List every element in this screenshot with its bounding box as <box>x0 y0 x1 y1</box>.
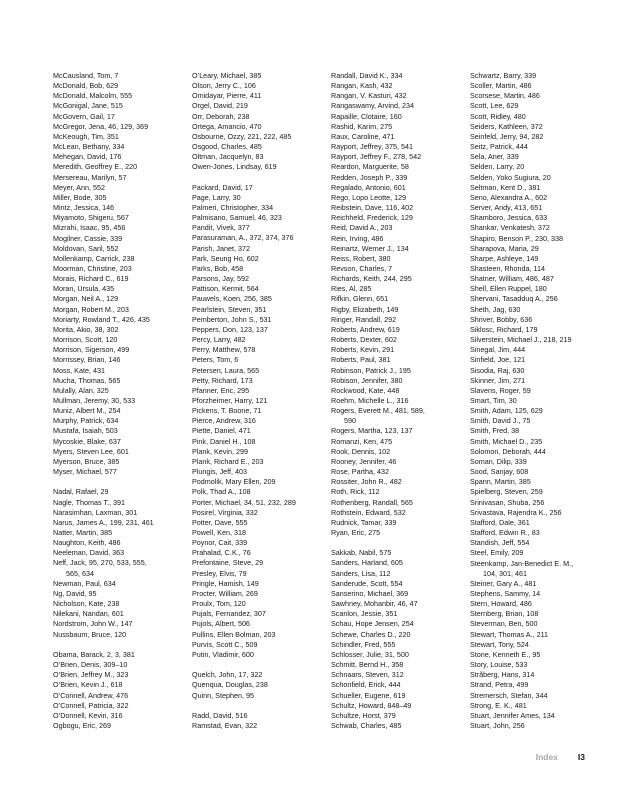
index-entry: Sanserino, Michael, 369 <box>331 588 409 598</box>
index-entry: Shamboro, Jessica, 633 <box>470 213 548 223</box>
index-entry: Oltman, Jacquelyn, 83 <box>192 152 264 162</box>
index-entry: Spielberg, Steven, 259 <box>470 487 543 497</box>
index-entry: Stafford, Dale, 361 <box>470 517 530 527</box>
index-entry: Srivastava, Rajendra K., 256 <box>470 507 562 517</box>
index-entry: Roberts, Paul, 381 <box>331 355 391 365</box>
index-entry: Pearlstein, Steven, 351 <box>192 304 267 314</box>
index-entry: Potter, Dave, 555 <box>192 517 248 527</box>
index-entry: Rose, Partha, 432 <box>331 467 389 477</box>
index-entry: Scorsese, Martin, 486 <box>470 91 540 101</box>
index-entry: Steel, Emily, 209 <box>470 548 524 558</box>
index-entry: Pringle, Hamish, 149 <box>192 578 259 588</box>
index-entry: Nussbaum, Bruce, 120 <box>53 629 127 639</box>
index-entry: O’Brien, Jeffrey M., 323 <box>53 670 129 680</box>
index-entry: Perry, Matthew, 578 <box>192 345 256 355</box>
index-entry: Shervani, Tasadduq A., 256 <box>470 294 558 304</box>
index-entry: Rangan, Kash, 432 <box>331 81 393 91</box>
index-entry: Schultz, Howard, 848–49 <box>331 700 412 710</box>
index-entry-continuation: 104, 301, 461 <box>483 568 527 578</box>
index-entry: Peppers, Don, 123, 137 <box>192 324 268 334</box>
index-entry: Shatner, William, 486, 487 <box>470 274 554 284</box>
index-entry: McKeough, Tim, 351 <box>53 131 119 141</box>
index-entry: Obama, Barack, 2, 3, 381 <box>53 649 135 659</box>
index-entry: Morrison, Sigerson, 499 <box>53 345 130 355</box>
index-entry: Sakkab, Nabil, 575 <box>331 548 392 558</box>
index-entry: Plank, Richard E., 203 <box>192 456 264 466</box>
index-entry: Peters, Tom, 6 <box>192 355 239 365</box>
index-entry: Sharpe, Ashleye, 149 <box>470 253 539 263</box>
index-entry: Stewart, Tony, 524 <box>470 639 529 649</box>
index-entry: Quinn, Stephen, 95 <box>192 690 254 700</box>
index-entry: McLean, Bethany, 334 <box>53 142 125 152</box>
index-entry: Sisodia, Raj, 630 <box>470 365 525 375</box>
index-entry: Parasuraman, A., 372, 374, 376 <box>192 233 294 243</box>
index-entry: Myser, Michael, 577 <box>53 467 117 477</box>
index-entry: Seltman, Kent D., 381 <box>470 182 541 192</box>
index-entry: Palmeri, Christopher, 334 <box>192 203 274 213</box>
index-entry: Rothstein, Edward, 532 <box>331 507 406 517</box>
index-entry: Roberts, Kevin, 291 <box>331 345 395 355</box>
index-entry: Silverstein, Michael J., 218, 219 <box>470 335 572 345</box>
index-entry: Myers, Steven Lee, 601 <box>53 446 129 456</box>
index-entry: Srinivasan, Shuba, 256 <box>470 497 545 507</box>
index-entry: Sternberg, Brian, 108 <box>470 609 539 619</box>
index-entry: Pforzheimer, Harry, 121 <box>192 395 268 405</box>
index-entry: Pattison, Kermit, 564 <box>192 284 259 294</box>
index-entry: Smith, Adam, 125, 629 <box>470 406 543 416</box>
index-entry: Plank, Kevin, 299 <box>192 446 248 456</box>
index-entry: Server, Andy, 413, 651 <box>470 203 543 213</box>
index-entry-continuation: 590 <box>344 416 356 426</box>
index-entry: Skinner, Jim, 271 <box>470 375 526 385</box>
index-entry: Morais, Richard C., 619 <box>53 274 129 284</box>
letter-group-gap <box>53 477 185 487</box>
index-entry: Reid, David A., 203 <box>331 223 393 233</box>
index-entry: McDonald, Bob, 629 <box>53 81 119 91</box>
index-entry: Pandit, Vivek, 377 <box>192 223 250 233</box>
index-entry: Story, Louise, 533 <box>470 660 528 670</box>
page-footer <box>536 752 585 762</box>
letter-group-gap <box>192 660 324 670</box>
index-entry: Selden, Yoko Sugiura, 20 <box>470 172 551 182</box>
index-entry: Shasteen, Rhonda, 114 <box>470 263 545 273</box>
index-entry: Redden, Joseph P., 339 <box>331 172 408 182</box>
index-entry: Rego, Lopo Leotte, 129 <box>331 192 407 202</box>
index-entry: Moran, Ursula, 435 <box>53 284 115 294</box>
index-entry: Sharapova, Maria, 29 <box>470 243 539 253</box>
index-entry: Narus, James A., 199, 231, 461 <box>53 517 154 527</box>
index-entry: Mehegan, David, 176 <box>53 152 122 162</box>
index-entry: Nordstrom, John W., 147 <box>53 619 133 629</box>
index-entry: Schwartz, Barry, 339 <box>470 71 537 80</box>
index-entry: Schultze, Horst, 379 <box>331 710 396 720</box>
index-entry: Sanders, Harland, 605 <box>331 558 403 568</box>
index-entry: Neeleman, David, 363 <box>53 548 125 558</box>
index-entry: Stewart, Thomas A., 211 <box>470 629 549 639</box>
index-entry: Mizrahi, Isaac, 95, 456 <box>53 223 126 233</box>
index-entry: Quelch, John, 17, 322 <box>192 670 263 680</box>
index-entry: Porter, Michael, 34, 51, 232, 289 <box>192 497 296 507</box>
letter-group-gap <box>192 701 324 711</box>
index-entry: Rothenberg, Randall, 565 <box>331 497 413 507</box>
index-entry: Pujals, Fernandez, 307 <box>192 609 266 619</box>
index-entry: Stephens, Sammy, 14 <box>470 588 541 598</box>
page-number: I3 <box>577 752 585 762</box>
index-entry: Radd, David, 516 <box>192 710 248 720</box>
index-entry: Rayport, Jeffrey, 375, 541 <box>331 142 414 152</box>
index-entry: Stuart, John, 256 <box>470 721 525 730</box>
index-entry: Shankar, Venkatesh, 372 <box>470 223 550 233</box>
index-entry: Mustafa, Isaiah, 503 <box>53 426 118 436</box>
index-entry: Spann, Martin, 385 <box>470 477 531 487</box>
index-column-2 <box>192 71 324 731</box>
index-entry: Steenkamp, Jan-Benedict E. M., <box>470 558 574 568</box>
index-entry: Reinartz, Werner J., 134 <box>331 243 409 253</box>
index-entry: Natter, Martin, 385 <box>53 528 113 538</box>
index-entry: Schonfield, Erick, 444 <box>331 680 401 690</box>
index-entry: Orgel, David, 219 <box>192 101 248 111</box>
index-entry: Park, Seung Ho, 602 <box>192 253 259 263</box>
index-entry: Olson, Jerry C., 106 <box>192 81 256 91</box>
index-entry: Moorman, Christine, 203 <box>53 263 132 273</box>
index-entry: Seno, Alexandra A., 602 <box>470 192 548 202</box>
index-entry: Rossiter, John R., 482 <box>331 477 402 487</box>
index-entry: Packard, David, 17 <box>192 182 253 192</box>
index-entry: Rein, Irving, 486 <box>331 233 384 243</box>
index-entry: Meredith, Geoffrey E., 220 <box>53 162 138 172</box>
index-entry: Poynor, Cait, 339 <box>192 538 248 548</box>
index-entry: Powell, Ken, 318 <box>192 528 246 538</box>
index-entry: Steiner, Gary A., 481 <box>470 578 537 588</box>
index-entry: Mogilner, Cassie, 339 <box>53 233 123 243</box>
index-entry: Rooney, Jennifer, 46 <box>331 456 397 466</box>
index-entry: Romanzi, Ken, 475 <box>331 436 393 446</box>
footer-section-label: Index <box>535 752 558 762</box>
index-entry: Ogbogu, Eric, 269 <box>53 720 111 730</box>
index-entry: Morrissey, Brian, 146 <box>53 355 121 365</box>
index-entry: Sawhney, Mohanbir, 46, 47 <box>331 599 418 609</box>
index-entry: Plungis, Jeff, 403 <box>192 467 248 477</box>
index-entry: Scott, Lee, 629 <box>470 101 519 111</box>
index-entry: Naughton, Keith, 486 <box>53 538 121 548</box>
index-entry: Nicholson, Kate, 238 <box>53 599 120 609</box>
index-entry: Prahalad, C.K., 76 <box>192 548 251 558</box>
index-entry: Shell, Ellen Ruppel, 180 <box>470 284 547 294</box>
index-entry: Muniz, Albert M., 254 <box>53 406 121 416</box>
index-entry: Podmolik, Mary Ellen, 209 <box>192 477 276 487</box>
index-entry: Ng, David, 95 <box>53 588 97 598</box>
index-entry: Parsons, Jay, 592 <box>192 274 249 284</box>
index-entry: Posirel, Virginia, 332 <box>192 507 258 517</box>
index-entry: Rook, Dennis, 102 <box>331 446 391 456</box>
index-entry: McGregor, Jena, 46, 129, 369 <box>53 121 149 131</box>
index-entry: Schindler, Fred, 555 <box>331 639 396 649</box>
index-entry: Smart, Tim, 30 <box>470 396 517 405</box>
index-entry: Pujols, Albert, 506 <box>192 619 250 629</box>
index-entry: McCausland, Tom, 7 <box>53 71 119 80</box>
index-entry: Sood, Sanjay, 608 <box>470 467 529 477</box>
index-entry: Mersereau, Marilyn, 57 <box>53 172 127 182</box>
index-entry: Rashid, Karim, 275 <box>331 121 393 131</box>
index-entry: Reichheld, Frederick, 129 <box>331 213 413 223</box>
index-entry: Owen-Jones, Lindsay, 619 <box>192 162 277 172</box>
index-entry: Reibstein, Dave, 116, 402 <box>331 203 414 213</box>
index-entry: O’Connell, Andrew, 476 <box>53 690 129 700</box>
index-column-4 <box>470 71 602 731</box>
index-entry: Standish, Jeff, 554 <box>470 538 530 548</box>
index-entry: Morgan, Neil A., 129 <box>53 294 119 304</box>
index-entry: Strand, Petra, 499 <box>470 680 529 690</box>
letter-group-gap <box>331 538 463 548</box>
letter-group-gap <box>192 173 324 183</box>
index-entry: Newman, Paul, 634 <box>53 578 116 588</box>
index-entry: Sinegal, Jim, 444 <box>470 345 526 355</box>
index-entry: Mintz, Jessica, 146 <box>53 203 115 213</box>
index-entry: Orr, Deborah, 238 <box>192 111 250 121</box>
index-entry: Osgood, Charles, 485 <box>192 142 262 152</box>
index-entry: Piette, Daniel, 471 <box>192 426 251 436</box>
index-entry: Stremersch, Stefan, 344 <box>470 690 548 700</box>
index-entry: Rigby, Elizabeth, 149 <box>331 304 399 314</box>
index-entry: Scoller, Martin, 486 <box>470 81 532 91</box>
index-entry: Mollenkamp, Carrick, 238 <box>53 253 135 263</box>
index-entry: Ortega, Amancio, 470 <box>192 121 262 131</box>
index-entry: Stuart, Jennifer Ames, 134 <box>470 710 555 720</box>
index-entry: Meyer, Ann, 552 <box>53 182 105 192</box>
index-entry: Pickens, T. Boone, 71 <box>192 406 262 416</box>
index-entry: Seinfeld, Jerry, 94, 282 <box>470 131 544 141</box>
index-entry: Sela, Aner, 339 <box>470 152 519 162</box>
index-entry: Roth, Rick, 112 <box>331 487 380 497</box>
index-entry: O’Connell, Patricia, 322 <box>53 700 129 710</box>
index-entry: Parish, Janet, 372 <box>192 243 250 253</box>
index-entry: Palmisano, Samuel, 46, 323 <box>192 213 282 223</box>
index-entry: Murphy, Patrick, 634 <box>53 416 119 426</box>
index-entry: Richards, Keith, 244, 295 <box>331 274 412 284</box>
index-entry: Randall, David K., 334 <box>331 71 403 80</box>
index-entry: Petty, Richard, 173 <box>192 375 253 385</box>
index-entry: O’Brien, Denis, 309–10 <box>53 660 128 670</box>
index-entry: Steverman, Ben, 500 <box>470 619 538 629</box>
index-entry: Procter, William, 269 <box>192 588 258 598</box>
index-entry: Pierce, Andrew, 316 <box>192 416 256 426</box>
index-entry: Schnaars, Steven, 312 <box>331 670 404 680</box>
index-entry: Rangan, V. Kasturi, 432 <box>331 91 407 101</box>
index-entry: Purvis, Scott C., 509 <box>192 639 258 649</box>
index-entry: Roehm, Michelle L., 316 <box>331 396 409 405</box>
index-entry: Mycoskie, Blake, 637 <box>53 436 121 446</box>
index-entry: Schueller, Eugene, 619 <box>331 690 406 700</box>
index-entry: Soman, Dilip, 339 <box>470 456 527 466</box>
index-entry: O’Donnell, Kevin, 316 <box>53 710 123 720</box>
index-entry: Rifkin, Glenn, 651 <box>331 294 389 304</box>
index-entry: Rangaswamy, Arvind, 234 <box>331 101 414 111</box>
index-entry: Strong, E. K., 481 <box>470 700 527 710</box>
index-entry: Morgan, Robert M., 203 <box>53 304 129 314</box>
index-entry: McGonigal, Jane, 515 <box>53 101 123 111</box>
index-entry: Myerson, Bruce, 385 <box>53 456 120 466</box>
index-entry: Shapiro, Benson P., 230, 338 <box>470 233 563 243</box>
letter-group-gap <box>53 640 185 650</box>
index-entry: Pauwels, Koen, 256, 385 <box>192 294 272 304</box>
index-entry: Nadal, Rafael, 29 <box>53 487 109 497</box>
index-entry: Osbourne, Ozzy, 221, 222, 485 <box>192 131 292 141</box>
index-entry: Quenqua, Douglas, 238 <box>192 680 268 690</box>
index-entry: Nilekani, Nandan, 601 <box>53 609 124 619</box>
index-entry: McGovern, Gail, 17 <box>53 111 115 121</box>
index-entry: Page, Larry, 30 <box>192 192 241 202</box>
index-entry: Stone, Kenneth E., 95 <box>470 649 541 659</box>
index-entry: Smith, Fred, 38 <box>470 426 520 436</box>
index-entry: Presley, Elvis, 79 <box>192 568 247 578</box>
index-entry: Mullman, Jeremy, 30, 533 <box>53 396 136 405</box>
index-entry: Pfanner, Eric, 295 <box>192 385 250 395</box>
index-entry: Moss, Kate, 431 <box>53 365 105 375</box>
index-entry: Regalado, Antonio, 601 <box>331 182 406 192</box>
index-entry: Pemberton, John S., 531 <box>192 314 272 324</box>
index-entry: Reiss, Robert, 380 <box>331 253 391 263</box>
index-entry: Pullins, Ellen Bolman, 203 <box>192 629 276 639</box>
index-entry: O’Leary, Michael, 385 <box>192 71 262 80</box>
index-entry: Ryan, Eric, 275 <box>331 528 381 538</box>
index-entry: Miyamoto, Shigeru, 567 <box>53 213 129 223</box>
index-entry: Stafford, Edwin R., 83 <box>470 528 540 538</box>
index-entry: Rudnick, Tamar, 339 <box>331 517 397 527</box>
index-entry: Sanderude, Scott, 554 <box>331 578 403 588</box>
index-entry: Morita, Akio, 38, 302 <box>53 324 119 334</box>
index-entry: Rogers, Everett M., 481, 589, <box>331 406 425 416</box>
index-entry: Omidayar, Pierre, 411 <box>192 91 262 101</box>
index-entry: O’Brien, Kevin J., 618 <box>53 680 123 690</box>
index-entry: Rogers, Martha, 123, 137 <box>331 426 413 436</box>
index-entry: Robinson, Patrick J., 195 <box>331 365 411 375</box>
index-entry: Nagle, Thomas T., 391 <box>53 497 126 507</box>
index-entry: Shriver, Bobby, 636 <box>470 314 533 324</box>
index-entry: Seiders, Kathleen, 372 <box>470 121 543 131</box>
index-entry: Robison, Jennifer, 380 <box>331 375 403 385</box>
index-entry: Mulally, Alan, 325 <box>53 385 109 395</box>
index-entry: Petersen, Laura, 565 <box>192 365 260 375</box>
index-entry: Solomon, Deborah, 444 <box>470 446 546 456</box>
index-entry: Roberts, Andrew, 619 <box>331 324 400 334</box>
index-entry: Schwab, Charles, 485 <box>331 720 402 730</box>
index-entry: Prefontaine, Steve, 29 <box>192 558 264 568</box>
index-entry: Scanlon, Jessie, 351 <box>331 609 398 619</box>
index-entry: Parks, Bob, 458 <box>192 263 244 273</box>
index-entry: Stern, Howard, 486 <box>470 599 532 609</box>
index-entry: Ries, Al, 285 <box>331 284 372 294</box>
index-entry: Selden, Larry, 20 <box>470 162 525 172</box>
index-entry: Morrison, Scott, 120 <box>53 335 118 345</box>
index-entry: Moldovan, Saril, 552 <box>53 243 119 253</box>
index-entry: Neff, Jack, 95, 270, 533, 555, <box>53 558 147 568</box>
index-entry: Rayport, Jeffrey F., 278, 542 <box>331 152 422 162</box>
index-entry: Reardon, Marguerite, 58 <box>331 162 409 172</box>
index-entry: Schewe, Charles D., 220 <box>331 629 411 639</box>
index-entry: Rockwood, Kate, 448 <box>331 385 400 395</box>
index-entry: Moriarty, Rowland T., 426, 435 <box>53 314 150 324</box>
index-entry: Proulx, Tom, 120 <box>192 599 246 609</box>
index-entry: Polk, Thad A., 108 <box>192 487 251 497</box>
index-entry: Pink, Daniel H., 108 <box>192 436 256 446</box>
index-entry: Schlosser, Julie, 31, 500 <box>331 649 409 659</box>
index-entry: Mucha, Thomas, 565 <box>53 375 121 385</box>
index-entry: Ramstad, Evan, 322 <box>192 720 258 730</box>
index-column-3 <box>331 71 463 731</box>
index-entry: Strãberg, Hans, 314 <box>470 670 535 680</box>
index-entry: Rapaille, Clotaire, 160 <box>331 111 402 121</box>
index-entry: Schmitt, Bernd H., 358 <box>331 660 404 670</box>
index-entry: McDonald, Malcolm, 555 <box>53 91 133 101</box>
index-entry: Slavens, Roger, 59 <box>470 385 531 395</box>
index-entry: Siklosc, Richard, 179 <box>470 324 538 334</box>
index-entry: Roberts, Dexter, 602 <box>331 335 397 345</box>
index-entry: Percy, Larry, 482 <box>192 335 246 345</box>
index-entry: Revson, Charles, 7 <box>331 263 393 273</box>
index-entry: Schau, Hope Jensen, 254 <box>331 619 414 629</box>
index-entry: Ringer, Randall, 292 <box>331 314 397 324</box>
index-entry: Narasimhan, Laxman, 301 <box>53 507 138 517</box>
index-entry-continuation: 565, 634 <box>66 568 94 578</box>
index-entry: Sanders, Lisa, 112 <box>331 568 391 578</box>
index-entry: Smith, David J., 75 <box>470 416 531 426</box>
index-entry: Smith, Michael D., 235 <box>470 436 543 446</box>
index-entry: Sheth, Jag, 630 <box>470 304 521 314</box>
index-entry: Miller, Bode, 305 <box>53 192 107 202</box>
index-column-1 <box>53 71 185 731</box>
index-entry: Scott, Ridley, 480 <box>470 111 526 121</box>
index-entry: Seitz, Patrick, 444 <box>470 142 528 152</box>
index-entry: Raux, Caroline, 471 <box>331 131 395 141</box>
index-entry: Sinfield, Joe, 121 <box>470 355 526 365</box>
index-entry: Putin, Vladimir, 600 <box>192 649 254 659</box>
